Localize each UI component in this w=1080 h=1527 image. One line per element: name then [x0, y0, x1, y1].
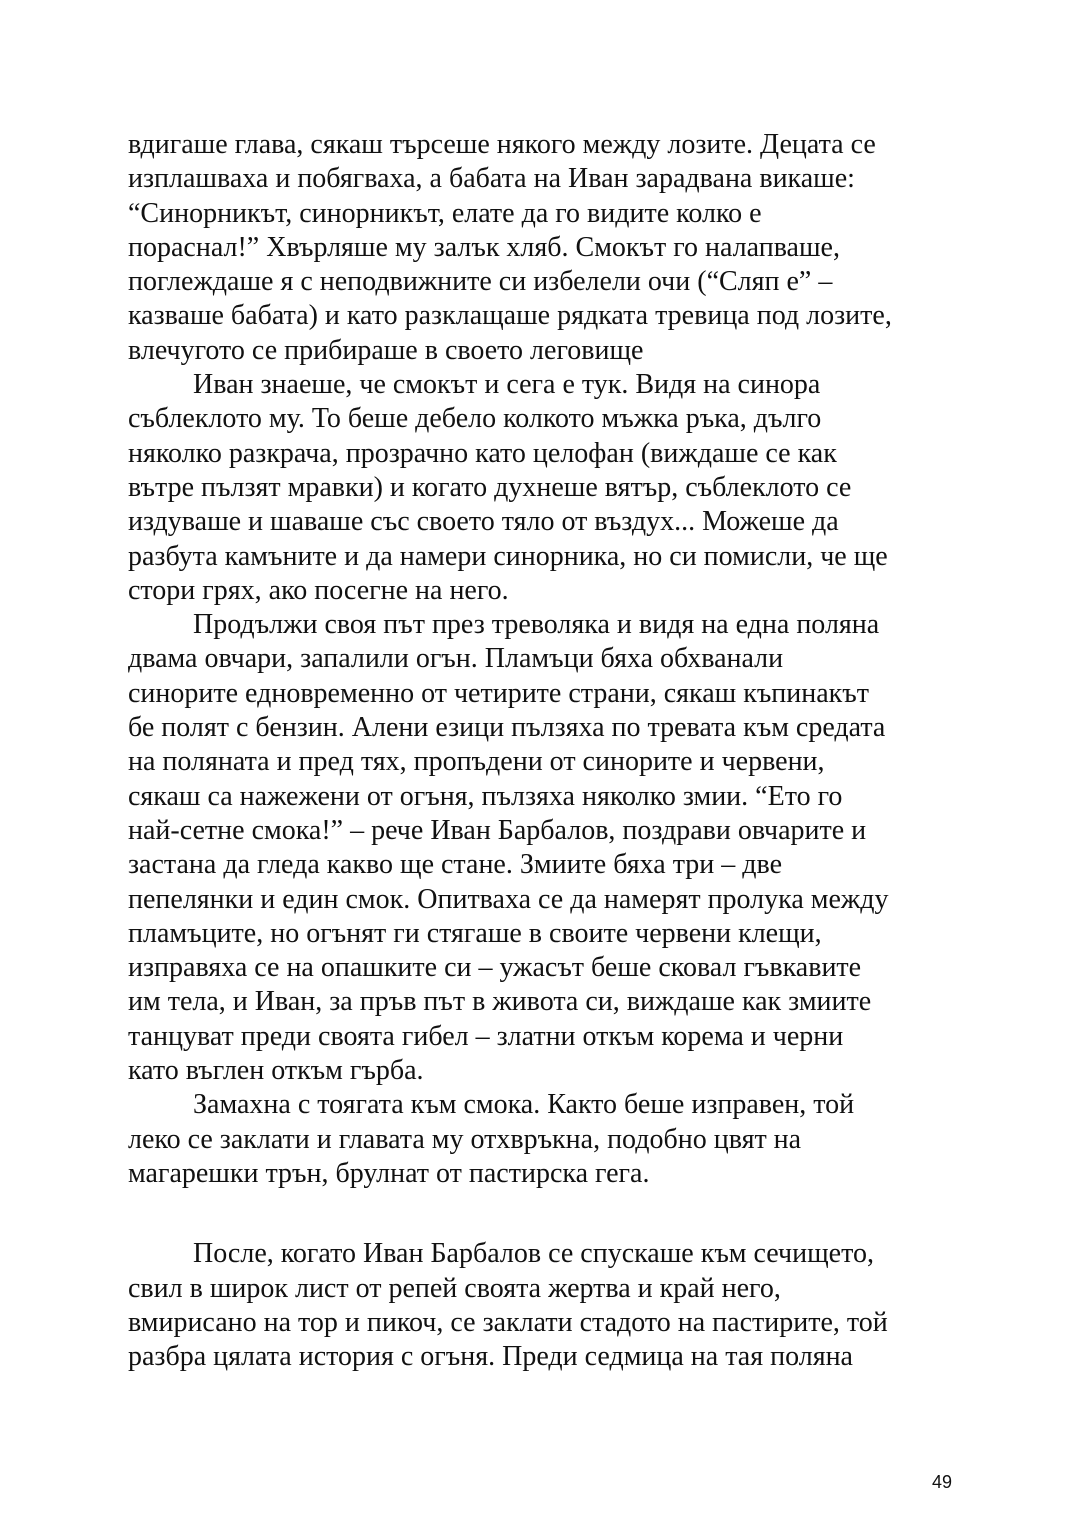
text-line: магарешки трън, брулнат от пастирска гега. — [128, 1157, 650, 1189]
text-line: изплашваха и побягваха, а бабата на Иван зарадвана викаше: — [128, 163, 855, 195]
text-line: на поляната и пред тях, пропъдени от синорите и червени, — [128, 746, 825, 778]
text-line: вмирисано на тор и пикоч, се заклати стадото на пастирите, той — [128, 1306, 888, 1338]
text-line: стори грях, ако посегне на него. — [128, 574, 509, 606]
text-line: съблеклото му. То беше дебело колкото мъжка ръка, дълго — [128, 403, 822, 435]
text-line: пораснал!” Хвърляше му залък хляб. Смокът го налапваше, — [128, 231, 840, 263]
text-line: Продължи своя път през треволяка и видя на една поляна — [193, 609, 880, 641]
text-line: най-сетне смока!” – рече Иван Барбалов, поздрави овчарите и — [128, 814, 867, 846]
text-line: разбра цялата история с огъня. Преди седмица на тая поляна — [128, 1341, 853, 1373]
text-line: няколко разкрача, прозрачно като целофан (виждаше се как — [128, 437, 837, 469]
text-line: застана да гледа какво ще стане. Змиите бяха три – две — [128, 849, 783, 881]
page-number: 49 — [931, 1472, 952, 1492]
text-line: “Синорникът, синорникът, елате да го видите колко е — [128, 197, 762, 229]
text-line: издуваше и шаваше със своето тяло от въздух... Можеше да — [128, 506, 839, 538]
section-break — [128, 1191, 958, 1237]
text-line: леко се заклати и главата му отхвръкна, подобно цвят на — [128, 1123, 802, 1155]
text-line: вътре пълзят мравки) и когато духнеше вятър, съблеклото се — [128, 471, 852, 503]
paragraph-2 — [128, 368, 958, 608]
text-line: двама овчари, запалили огън. Пламъци бяха обхванали — [128, 643, 784, 675]
paragraph-3 — [128, 608, 958, 1088]
text-line: казваше бабата) и като разклащаше рядката тревица под лозите, — [128, 300, 892, 332]
paragraph-5 — [128, 1237, 958, 1374]
text-line: вдигаше глава, сякаш търсеше някого между лозите. Децата се — [128, 129, 876, 160]
text-line: изправяха се на опашките си – ужасът беше сковал гъвкавите — [128, 952, 862, 984]
text-line: сякаш са нажежени от огъня, пълзяха няколко змии. “Ето го — [128, 780, 843, 812]
text-line: поглеждаше я с неподвижните си избелели очи (“Сляп е” – — [128, 266, 833, 298]
text-line: После, когато Иван Барбалов се спускаше към сечището, — [193, 1238, 874, 1270]
text-line: влечугото се прибираше в своето леговище — [128, 334, 644, 366]
body-text — [128, 128, 958, 1374]
text-line: им тела, и Иван, за пръв път в живота си, виждаше как змиите — [128, 986, 872, 1018]
text-line: разбута камъните и да намери синорника, но си помисли, че ще — [128, 540, 888, 572]
text-line: като въглен откъм гърба. — [128, 1055, 424, 1087]
text-line: пепелянки и един смок. Опитваха се да намерят пролука между — [128, 883, 889, 915]
paragraph-4 — [128, 1088, 958, 1191]
text-line: синорите едновременно от четирите страни, сякаш къпинакът — [128, 677, 870, 709]
text-line: Замахна с тоягата към смока. Както беше изправен, той — [193, 1089, 855, 1121]
text-line: Иван знаеше, че смокът и сега е тук. Видя на синора — [193, 369, 821, 401]
text-line: пламъците, но огънят ги стягаше в своите червени клещи, — [128, 917, 822, 949]
text-line: бе полят с бензин. Алени езици пълзяха по тревата към средата — [128, 712, 886, 744]
paragraph-1 — [128, 128, 958, 368]
text-line: свил в широк лист от репей своята жертва и край него, — [128, 1272, 781, 1304]
text-line: танцуват преди своята гибел – златни откъм корема и черни — [128, 1020, 844, 1052]
